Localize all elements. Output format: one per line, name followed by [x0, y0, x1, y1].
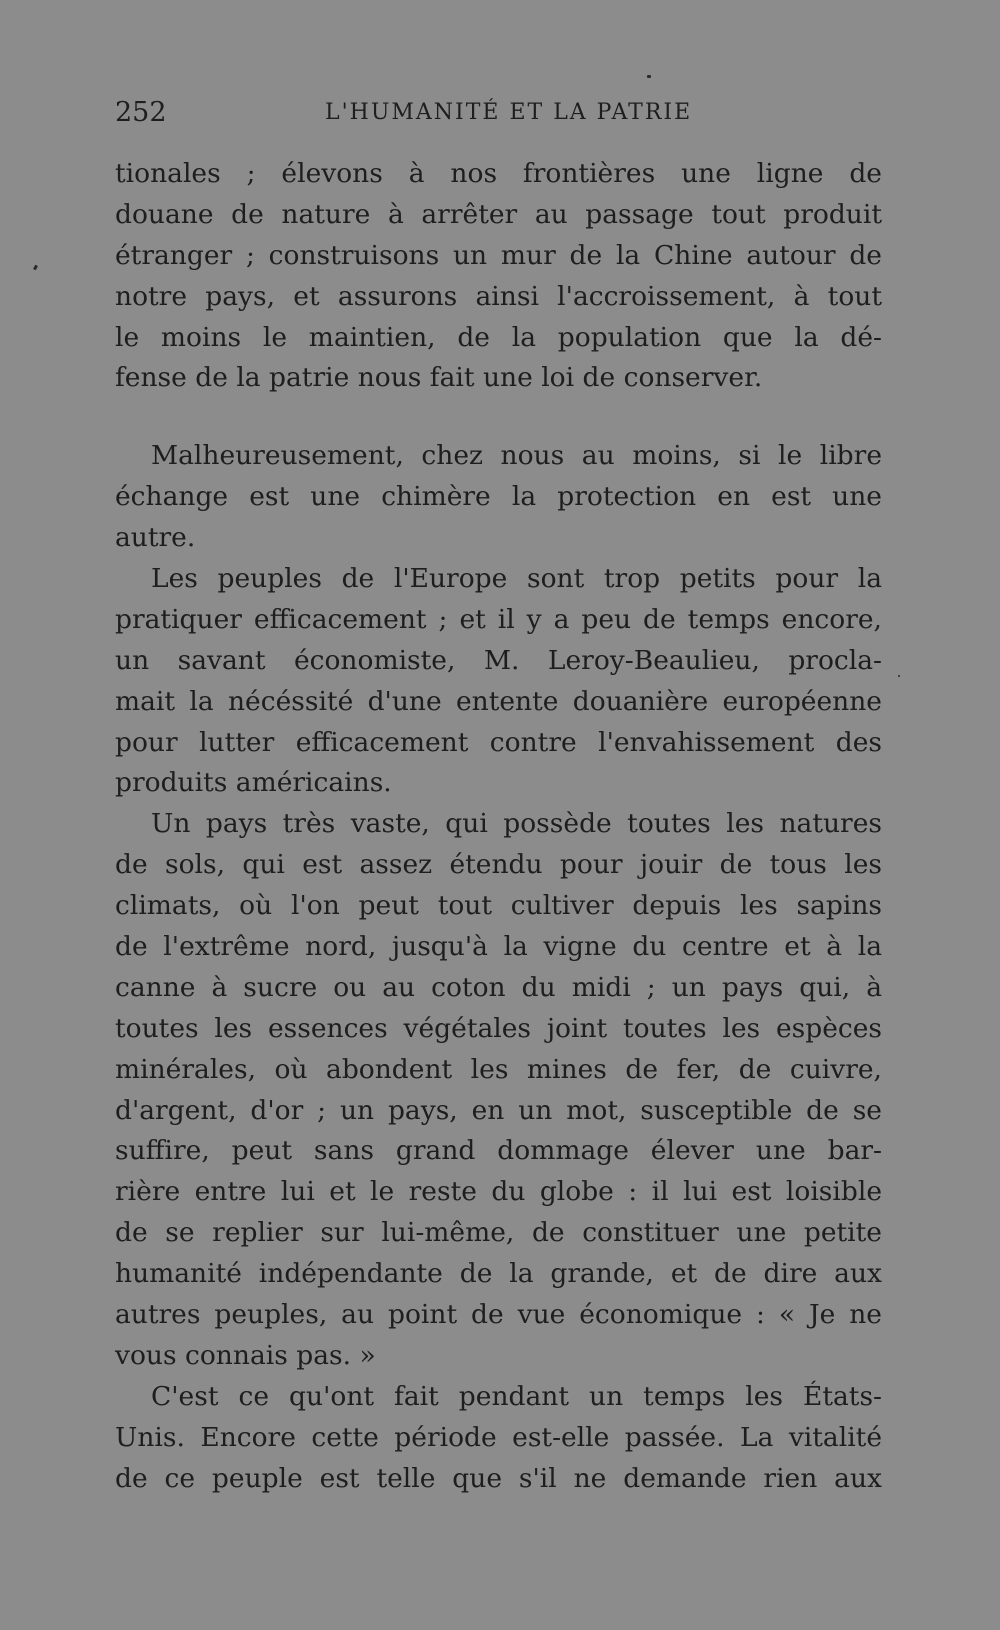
body-text [115, 154, 882, 1500]
text-line: canne à sucre ou au coton du midi ; un pays qui, à [115, 971, 882, 1003]
text-line: fense de la patrie nous fait une loi de conserver. [115, 362, 763, 394]
text-line: rière entre lui et le reste du globe : il lui est loisible [115, 1176, 882, 1208]
paragraph [115, 559, 882, 804]
text-line: tionales ; élevons à nos frontières une ligne de [115, 158, 882, 189]
running-title: L'HUMANITÉ ET LA PATRIE [325, 100, 693, 125]
text-line: suffire, peut sans grand dommage élever une bar- [115, 1135, 882, 1167]
ink-speck [898, 675, 900, 677]
paragraph [115, 1377, 882, 1500]
paragraph [115, 804, 882, 1376]
text-line: un savant économiste, M. Leroy-Beaulieu, procla- [115, 644, 882, 676]
text-line: d'argent, d'or ; un pays, en un mot, susceptible de se [115, 1094, 882, 1126]
text-line: de sols, qui est assez étendu pour jouir de tous les [115, 849, 882, 881]
text-line: Un pays très vaste, qui possède toutes les natures [151, 808, 882, 840]
text-line: de ce peuple est telle que s'il ne demande rien aux [115, 1462, 882, 1494]
text-line: pratiquer efficacement ; et il y a peu de temps encore, [115, 603, 882, 635]
text-line: toutes les essences végétales joint toutes les espèces [115, 1012, 882, 1044]
text-line: notre pays, et assurons ainsi l'accroissement, à tout [115, 280, 882, 312]
text-line: C'est ce qu'ont fait pendant un temps les États- [151, 1380, 882, 1412]
running-head [115, 96, 885, 130]
text-line: humanité indépendante de la grande, et de dire aux [115, 1258, 882, 1290]
text-line: mait la nécéssité d'une entente douanière européenne [115, 685, 882, 717]
ink-speck [647, 75, 651, 78]
page-number: 252 [115, 97, 167, 128]
text-line: échange est une chimère la protection en est une [115, 481, 882, 513]
text-line: Unis. Encore cette période est-elle passée. La vitalité [115, 1421, 882, 1453]
text-line: douane de nature à arrêter au passage tout produit [115, 198, 882, 230]
text-line: Malheureusement, chez nous au moins, si le libre [151, 440, 882, 472]
text-line: pour lutter efficacement contre l'envahissement des [115, 726, 882, 758]
text-line: de l'extrême nord, jusqu'à la vigne du centre et à la [115, 931, 882, 963]
text-line: Les peuples de l'Europe sont trop petits pour la [151, 563, 882, 595]
text-line: autre. [115, 522, 196, 554]
text-line: minérales, où abondent les mines de fer, de cuivre, [115, 1053, 882, 1085]
paragraph-gap [115, 399, 882, 436]
ink-speck [33, 265, 38, 271]
text-line: de se replier sur lui-même, de constituer une petite [115, 1217, 882, 1249]
text-line: étranger ; construisons un mur de la Chine autour de [115, 239, 882, 271]
paragraph [115, 436, 882, 559]
text-line: le moins le maintien, de la population que la dé- [115, 321, 882, 353]
paragraph [115, 154, 882, 399]
text-line: autres peuples, au point de vue économique : « Je ne [115, 1299, 882, 1331]
text-line: vous connais pas. » [115, 1339, 376, 1371]
text-line: produits américains. [115, 767, 392, 799]
text-line: climats, où l'on peut tout cultiver depuis les sapins [115, 890, 882, 922]
